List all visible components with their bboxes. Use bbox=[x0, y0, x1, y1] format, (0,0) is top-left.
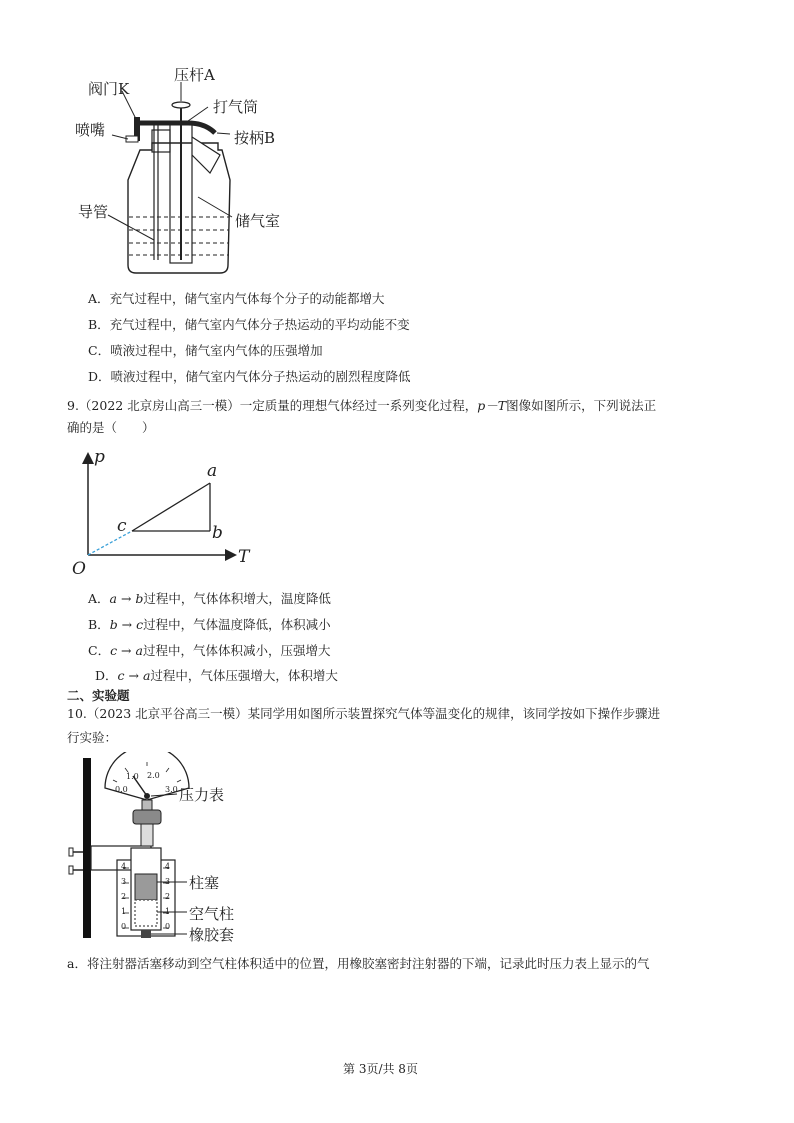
label-chamber: 储气室 bbox=[235, 212, 281, 230]
q9-stem-suffix: 图像如图所示，下列说法正 bbox=[506, 398, 657, 413]
pt-point-c: c bbox=[117, 516, 127, 536]
q9-option-a: A．a → b过程中，气体体积增大，温度降低 bbox=[88, 591, 331, 606]
label-rubber-cap: 橡胶套 bbox=[189, 926, 235, 944]
q9-stem-line2: 确的是（ ） bbox=[67, 420, 155, 435]
scale-num-0: 0 bbox=[121, 922, 127, 931]
gauge-tick-3: 3.0 bbox=[165, 785, 178, 794]
label-handle: 按柄B bbox=[234, 129, 276, 147]
q9-stem-prefix: 9.（2022 北京房山高三一模）一定质量的理想气体经过一系列变化过程， bbox=[67, 398, 478, 413]
label-tube: 导管 bbox=[78, 203, 109, 221]
step-a-text: a．将注射器活塞移动到空气柱体积适中的位置，用橡胶塞密封注射器的下端，记录此时压力表上显示的气 bbox=[67, 956, 650, 971]
scale-num-right-4: 4 bbox=[165, 862, 171, 871]
pt-axis-label-p: p bbox=[94, 447, 105, 467]
gauge-tick-1: 1.0 bbox=[126, 772, 139, 781]
scale-num-4: 4 bbox=[121, 862, 127, 871]
q9-stem-math: p－T bbox=[477, 398, 507, 413]
scale-num-3: 3 bbox=[121, 877, 127, 886]
syringe-figure bbox=[65, 752, 265, 942]
q9-option-d: D．c → a过程中，气体压强增大，体积增大 bbox=[95, 668, 338, 683]
pt-graph-svg bbox=[62, 445, 262, 585]
q8-option-b: B．充气过程中，储气室内气体分子热运动的平均动能不变 bbox=[88, 317, 410, 332]
q8-option-d: D．喷液过程中，储气室内气体分子热运动的剧烈程度降低 bbox=[88, 369, 411, 384]
scale-num-right-2: 2 bbox=[165, 892, 171, 901]
pt-point-b: b bbox=[212, 523, 223, 543]
label-pump: 打气筒 bbox=[213, 98, 259, 116]
pt-segment-ca bbox=[132, 483, 210, 531]
pt-graph bbox=[62, 445, 262, 585]
section-title-experiment: 二、实验题 bbox=[67, 688, 130, 703]
q10-stem-line1: 10.（2023 北京平谷高三一模）某同学用如图所示装置探究气体等温变化的规律，该同学按如下操作步骤进 bbox=[67, 706, 661, 721]
label-gauge: 压力表 bbox=[179, 786, 225, 804]
pt-origin-label: O bbox=[72, 559, 86, 579]
q9-stem-line1 bbox=[67, 397, 656, 414]
label-plunger: 柱塞 bbox=[189, 874, 220, 892]
q8-option-c: C．喷液过程中，储气室内气体的压强增加 bbox=[88, 343, 323, 358]
label-rod: 压杆A bbox=[174, 66, 215, 84]
scale-num-right-1: 1 bbox=[165, 907, 171, 916]
label-air-column: 空气柱 bbox=[189, 905, 235, 923]
scale-num-1: 1 bbox=[121, 907, 127, 916]
gauge-tick-0: 0.0 bbox=[115, 785, 128, 794]
q10-stem-line2: 行实验： bbox=[67, 730, 118, 745]
page-footer: 第 3页/共 8页 bbox=[343, 1062, 418, 1076]
pt-axis-label-t: T bbox=[238, 547, 250, 567]
pt-point-a: a bbox=[207, 461, 218, 481]
q9-option-c: C．c → a过程中，气体体积减小，压强增大 bbox=[88, 643, 331, 658]
sprayer-figure bbox=[70, 55, 310, 285]
label-valve: 阀门K bbox=[88, 80, 130, 98]
scale-num-right-3: 3 bbox=[165, 877, 171, 886]
q8-option-a: A．充气过程中，储气室内气体每个分子的动能都增大 bbox=[88, 291, 385, 306]
label-nozzle: 喷嘴 bbox=[75, 121, 106, 139]
q9-option-b: B．b → c过程中，气体温度降低，体积减小 bbox=[88, 617, 331, 632]
gauge-tick-2: 2.0 bbox=[147, 771, 160, 780]
scale-num-2: 2 bbox=[121, 892, 127, 901]
scale-num-right-0: 0 bbox=[165, 922, 171, 931]
